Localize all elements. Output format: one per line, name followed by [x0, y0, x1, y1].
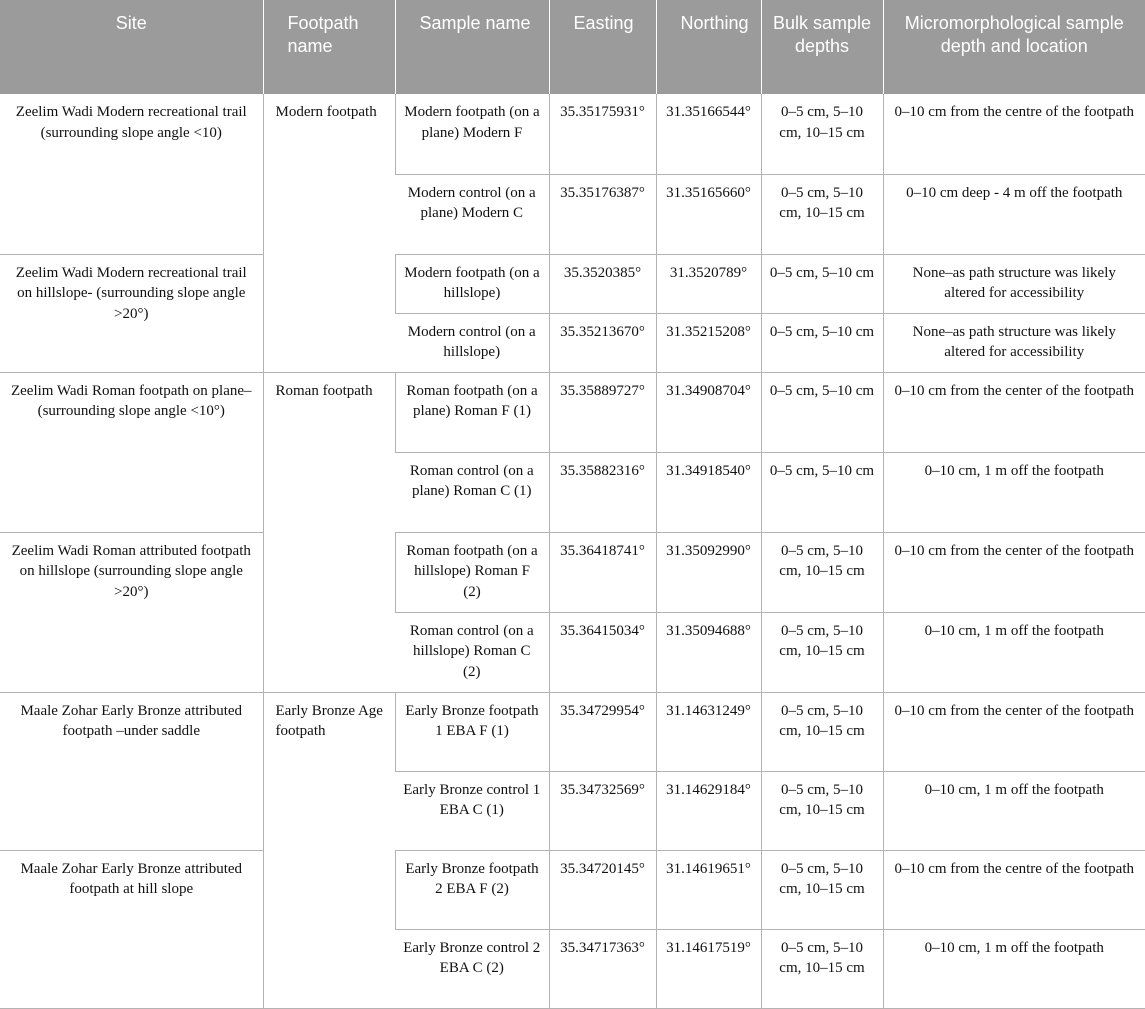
bulk-depths-cell: 0–5 cm, 5–10 cm, 10–15 cm — [761, 771, 883, 850]
site-cell: Zeelim Wadi Modern recreational trail on hillslope- (surrounding slope angle >20°) — [0, 254, 263, 372]
northing-cell: 31.35094688° — [656, 612, 761, 692]
bulk-depths-cell: 0–5 cm, 5–10 cm, 10–15 cm — [761, 612, 883, 692]
site-cell: Zeelim Wadi Roman attributed footpath on hillslope (surrounding slope angle >20°) — [0, 532, 263, 692]
header-site: Site — [0, 0, 263, 94]
table-row — [0, 254, 1145, 313]
northing-cell: 31.3520789° — [656, 254, 761, 313]
header-row — [0, 0, 1145, 94]
micro-sample-cell: None–as path structure was likely altered for accessibility — [883, 313, 1145, 372]
header-footpath-name: Footpath name — [263, 0, 395, 94]
bulk-depths-cell: 0–5 cm, 5–10 cm — [761, 254, 883, 313]
sample-name-cell: Early Bronze footpath 1 EBA F (1) — [395, 692, 549, 771]
sample-name-cell: Modern footpath (on a hillslope) — [395, 254, 549, 313]
northing-cell: 31.34918540° — [656, 452, 761, 532]
site-cell: Zeelim Wadi Modern recreational trail (surrounding slope angle <10) — [0, 94, 263, 254]
easting-cell: 35.34720145° — [549, 850, 656, 929]
micro-sample-cell: 0–10 cm, 1 m off the footpath — [883, 452, 1145, 532]
micro-sample-cell: None–as path structure was likely altered for accessibility — [883, 254, 1145, 313]
sample-name-cell: Roman footpath (on a hillslope) Roman F (2) — [395, 532, 549, 612]
northing-cell: 31.34908704° — [656, 372, 761, 452]
bulk-depths-cell: 0–5 cm, 5–10 cm, 10–15 cm — [761, 929, 883, 1008]
bulk-depths-cell: 0–5 cm, 5–10 cm, 10–15 cm — [761, 850, 883, 929]
table-row — [0, 94, 1145, 174]
sample-name-cell: Early Bronze control 2 EBA C (2) — [395, 929, 549, 1008]
easting-cell: 35.36418741° — [549, 532, 656, 612]
bulk-depths-cell: 0–5 cm, 5–10 cm, 10–15 cm — [761, 174, 883, 254]
sample-name-cell: Modern control (on a hillslope) — [395, 313, 549, 372]
northing-cell: 31.14631249° — [656, 692, 761, 771]
header-micromorphological: Micromorphological sample depth and location — [883, 0, 1145, 94]
northing-cell: 31.35166544° — [656, 94, 761, 174]
easting-cell: 35.34729954° — [549, 692, 656, 771]
header-sample-name: Sample name — [395, 0, 549, 94]
micro-sample-cell: 0–10 cm, 1 m off the footpath — [883, 771, 1145, 850]
header-bulk-depths: Bulk sample depths — [761, 0, 883, 94]
footpath-name-cell: Early Bronze Age footpath — [263, 692, 395, 1008]
table-row — [0, 532, 1145, 612]
sample-name-cell: Modern footpath (on a plane) Modern F — [395, 94, 549, 174]
micro-sample-cell: 0–10 cm deep - 4 m off the footpath — [883, 174, 1145, 254]
table-row — [0, 372, 1145, 452]
northing-cell: 31.14619651° — [656, 850, 761, 929]
bulk-depths-cell: 0–5 cm, 5–10 cm, 10–15 cm — [761, 692, 883, 771]
sample-name-cell: Modern control (on a plane) Modern C — [395, 174, 549, 254]
bulk-depths-cell: 0–5 cm, 5–10 cm — [761, 452, 883, 532]
micro-sample-cell: 0–10 cm from the center of the footpath — [883, 692, 1145, 771]
northing-cell: 31.35215208° — [656, 313, 761, 372]
easting-cell: 35.34732569° — [549, 771, 656, 850]
table-body — [0, 94, 1145, 1008]
bulk-depths-cell: 0–5 cm, 5–10 cm, 10–15 cm — [761, 532, 883, 612]
northing-cell: 31.35092990° — [656, 532, 761, 612]
sample-name-cell: Early Bronze footpath 2 EBA F (2) — [395, 850, 549, 929]
easting-cell: 35.34717363° — [549, 929, 656, 1008]
northing-cell: 31.14629184° — [656, 771, 761, 850]
bulk-depths-cell: 0–5 cm, 5–10 cm, 10–15 cm — [761, 94, 883, 174]
northing-cell: 31.35165660° — [656, 174, 761, 254]
table-row — [0, 692, 1145, 771]
easting-cell: 35.35176387° — [549, 174, 656, 254]
easting-cell: 35.35175931° — [549, 94, 656, 174]
table-header — [0, 0, 1145, 94]
site-cell: Zeelim Wadi Roman footpath on plane–(surrounding slope angle <10°) — [0, 372, 263, 532]
bulk-depths-cell: 0–5 cm, 5–10 cm — [761, 372, 883, 452]
micro-sample-cell: 0–10 cm from the centre of the footpath — [883, 850, 1145, 929]
footpath-name-cell: Roman footpath — [263, 372, 395, 692]
micro-sample-cell: 0–10 cm from the centre of the footpath — [883, 94, 1145, 174]
northing-cell: 31.14617519° — [656, 929, 761, 1008]
site-cell: Maale Zohar Early Bronze attributed footpath –under saddle — [0, 692, 263, 850]
easting-cell: 35.35213670° — [549, 313, 656, 372]
bulk-depths-cell: 0–5 cm, 5–10 cm — [761, 313, 883, 372]
sample-name-cell: Roman control (on a hillslope) Roman C (2) — [395, 612, 549, 692]
sample-name-cell: Roman footpath (on a plane) Roman F (1) — [395, 372, 549, 452]
header-northing: Northing — [656, 0, 761, 94]
sample-name-cell: Roman control (on a plane) Roman C (1) — [395, 452, 549, 532]
micro-sample-cell: 0–10 cm, 1 m off the footpath — [883, 929, 1145, 1008]
easting-cell: 35.35882316° — [549, 452, 656, 532]
micro-sample-cell: 0–10 cm, 1 m off the footpath — [883, 612, 1145, 692]
micro-sample-cell: 0–10 cm from the center of the footpath — [883, 532, 1145, 612]
sample-name-cell: Early Bronze control 1 EBA C (1) — [395, 771, 549, 850]
easting-cell: 35.36415034° — [549, 612, 656, 692]
easting-cell: 35.3520385° — [549, 254, 656, 313]
micro-sample-cell: 0–10 cm from the center of the footpath — [883, 372, 1145, 452]
easting-cell: 35.35889727° — [549, 372, 656, 452]
table-row — [0, 850, 1145, 929]
site-cell: Maale Zohar Early Bronze attributed footpath at hill slope — [0, 850, 263, 1008]
footpath-name-cell: Modern footpath — [263, 94, 395, 372]
header-easting: Easting — [549, 0, 656, 94]
